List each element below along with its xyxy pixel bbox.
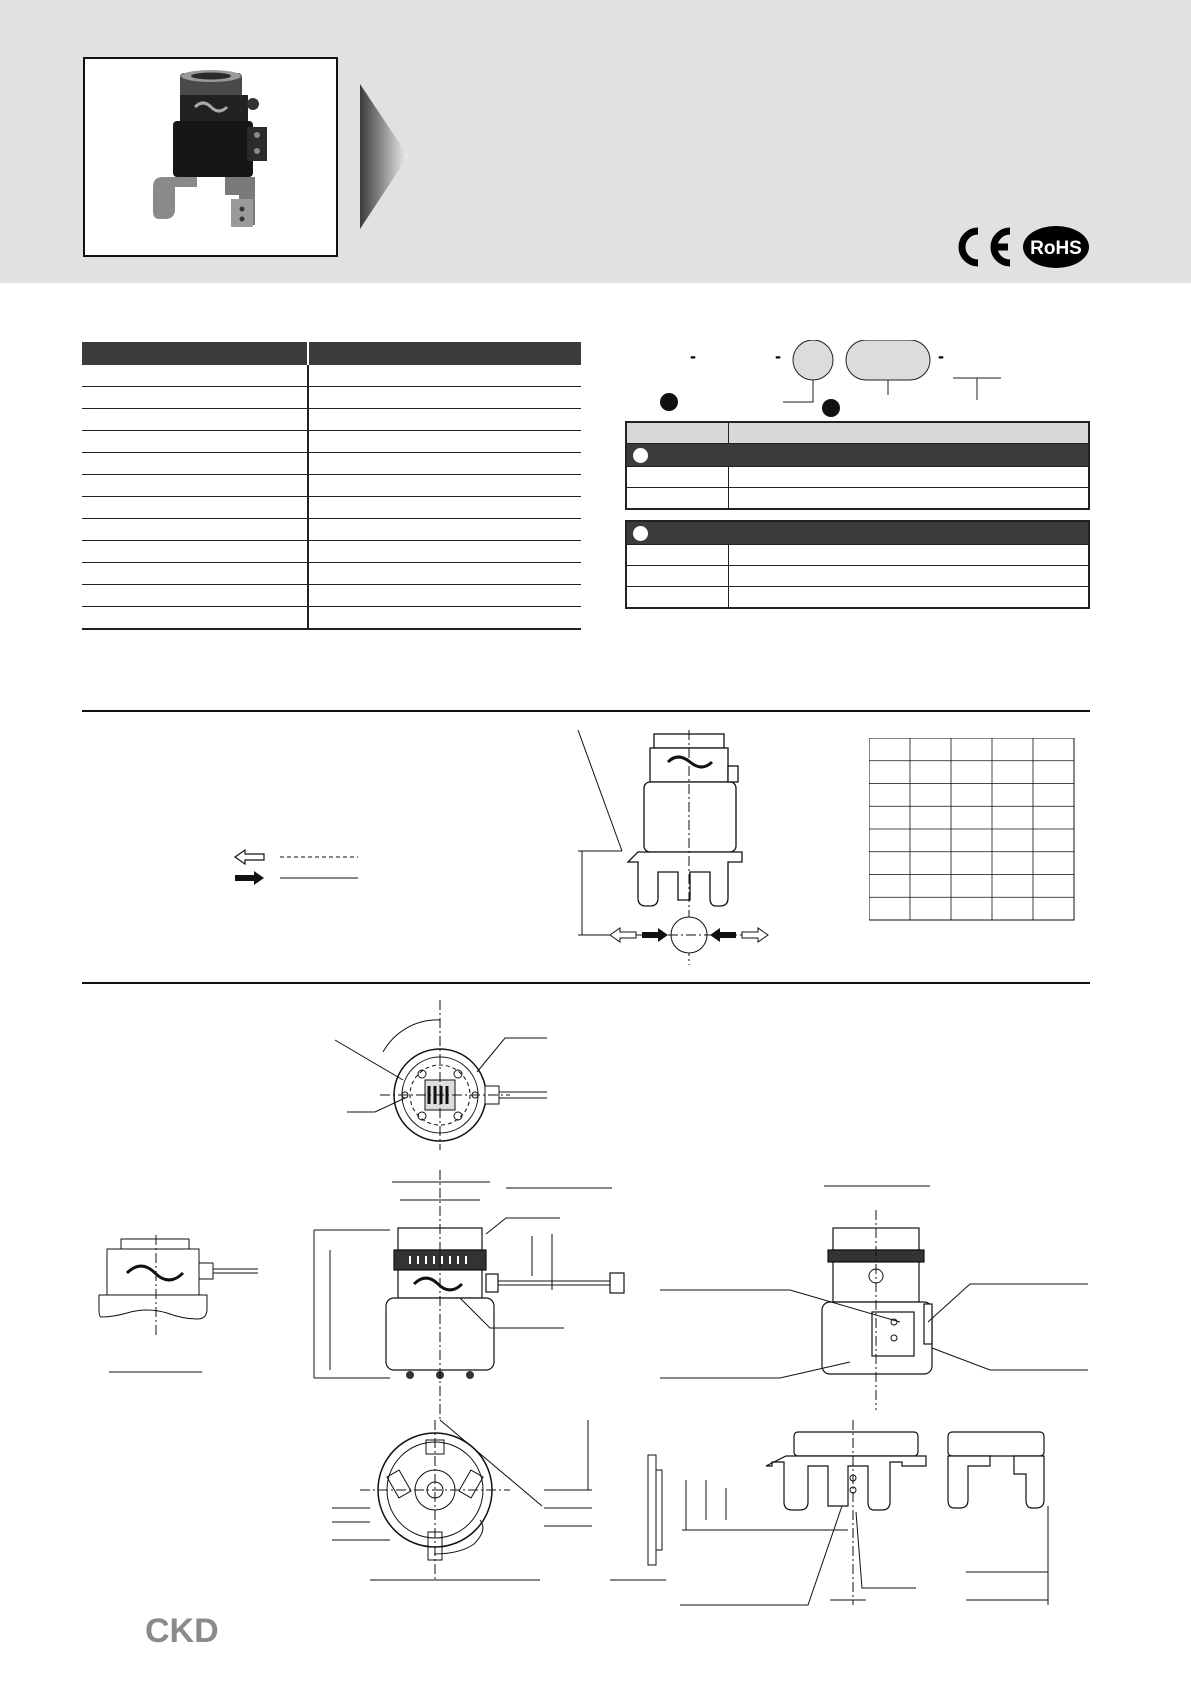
table-row xyxy=(626,444,1089,467)
spec-header-row xyxy=(82,342,581,365)
spec-item xyxy=(82,431,308,453)
svg-text:RoHS: RoHS xyxy=(1030,238,1082,259)
table-row xyxy=(626,467,1089,488)
option-b-marker-icon xyxy=(822,399,840,417)
specifications-table xyxy=(82,342,581,630)
option-code xyxy=(626,545,729,566)
table-row xyxy=(82,409,581,431)
spec-value xyxy=(308,541,581,563)
table-row xyxy=(626,587,1089,609)
section-arrow-icon xyxy=(360,84,410,229)
number-badge-icon xyxy=(633,526,648,541)
table-row xyxy=(82,387,581,409)
model-code-diagram xyxy=(620,340,1100,420)
option-description xyxy=(729,545,1090,566)
option-a-slot xyxy=(793,340,833,380)
option-b-section xyxy=(626,521,1089,545)
gripping-point-diagram xyxy=(572,730,777,965)
spec-item xyxy=(82,519,308,541)
spec-item xyxy=(82,497,308,519)
spec-value xyxy=(308,519,581,541)
bottom-view-drawing xyxy=(330,1410,670,1600)
table-row xyxy=(626,545,1089,566)
spec-value xyxy=(308,607,581,630)
table-row xyxy=(82,475,581,497)
option-description xyxy=(729,587,1090,609)
table-row xyxy=(626,422,1089,444)
section-divider xyxy=(82,982,1090,984)
spec-item xyxy=(82,453,308,475)
spec-value xyxy=(308,431,581,453)
spec-value xyxy=(308,475,581,497)
code-separator: - xyxy=(775,346,781,366)
table-row xyxy=(82,497,581,519)
option-code xyxy=(626,566,729,587)
side-view-small xyxy=(95,1235,270,1375)
spec-value xyxy=(308,365,581,387)
table-row xyxy=(82,541,581,563)
spec-value xyxy=(308,497,581,519)
option-description xyxy=(729,488,1090,510)
number-badge-icon xyxy=(633,448,648,463)
spec-value xyxy=(308,585,581,607)
spec-item xyxy=(82,475,308,497)
option-a-section xyxy=(626,444,1089,467)
certification-marks xyxy=(954,225,1090,269)
code-separator: - xyxy=(938,346,944,366)
spec-item xyxy=(82,409,308,431)
option-header-description xyxy=(729,422,1090,444)
option-b-table xyxy=(625,520,1090,609)
spec-item xyxy=(82,541,308,563)
option-description xyxy=(729,467,1090,488)
gripper-photo-icon xyxy=(85,59,336,255)
spec-header-value xyxy=(308,342,581,365)
spec-item xyxy=(82,387,308,409)
table-row xyxy=(82,453,581,475)
close-arrow-icon xyxy=(235,871,264,885)
option-description xyxy=(729,566,1090,587)
spec-item xyxy=(82,585,308,607)
spec-item xyxy=(82,365,308,387)
option-header-code xyxy=(626,422,729,444)
option-code xyxy=(626,587,729,609)
table-row xyxy=(82,431,581,453)
table-row xyxy=(82,607,581,630)
spec-value xyxy=(308,563,581,585)
table-row xyxy=(626,566,1089,587)
table-row xyxy=(82,585,581,607)
product-photo xyxy=(83,57,338,257)
section-divider xyxy=(82,710,1090,712)
table-row xyxy=(626,521,1089,545)
option-code xyxy=(626,467,729,488)
spec-header-item xyxy=(82,342,308,365)
ckd-logo xyxy=(145,1612,240,1653)
spec-value xyxy=(308,409,581,431)
ckd-logo-text: CKD xyxy=(145,1612,219,1648)
option-b-slot xyxy=(846,340,930,380)
spec-value xyxy=(308,453,581,475)
finger-detail-drawing xyxy=(680,1420,1090,1610)
top-view-drawing xyxy=(325,1000,560,1155)
open-arrow-icon xyxy=(235,850,264,864)
code-separator: - xyxy=(690,346,696,366)
front-view-drawing xyxy=(310,1170,660,1425)
ce-mark-icon xyxy=(962,231,1010,263)
spec-item xyxy=(82,563,308,585)
option-a-marker-icon xyxy=(660,393,678,411)
table-row xyxy=(626,488,1089,510)
gripping-force-legend xyxy=(230,848,370,890)
table-row xyxy=(82,563,581,585)
option-a-table xyxy=(625,421,1090,510)
gripping-force-chart xyxy=(869,738,1075,926)
side-view-drawing xyxy=(660,1180,1090,1415)
table-row xyxy=(82,365,581,387)
option-code xyxy=(626,488,729,510)
spec-item xyxy=(82,607,308,630)
table-row xyxy=(82,519,581,541)
rohs-mark-icon xyxy=(1023,226,1089,268)
spec-value xyxy=(308,387,581,409)
